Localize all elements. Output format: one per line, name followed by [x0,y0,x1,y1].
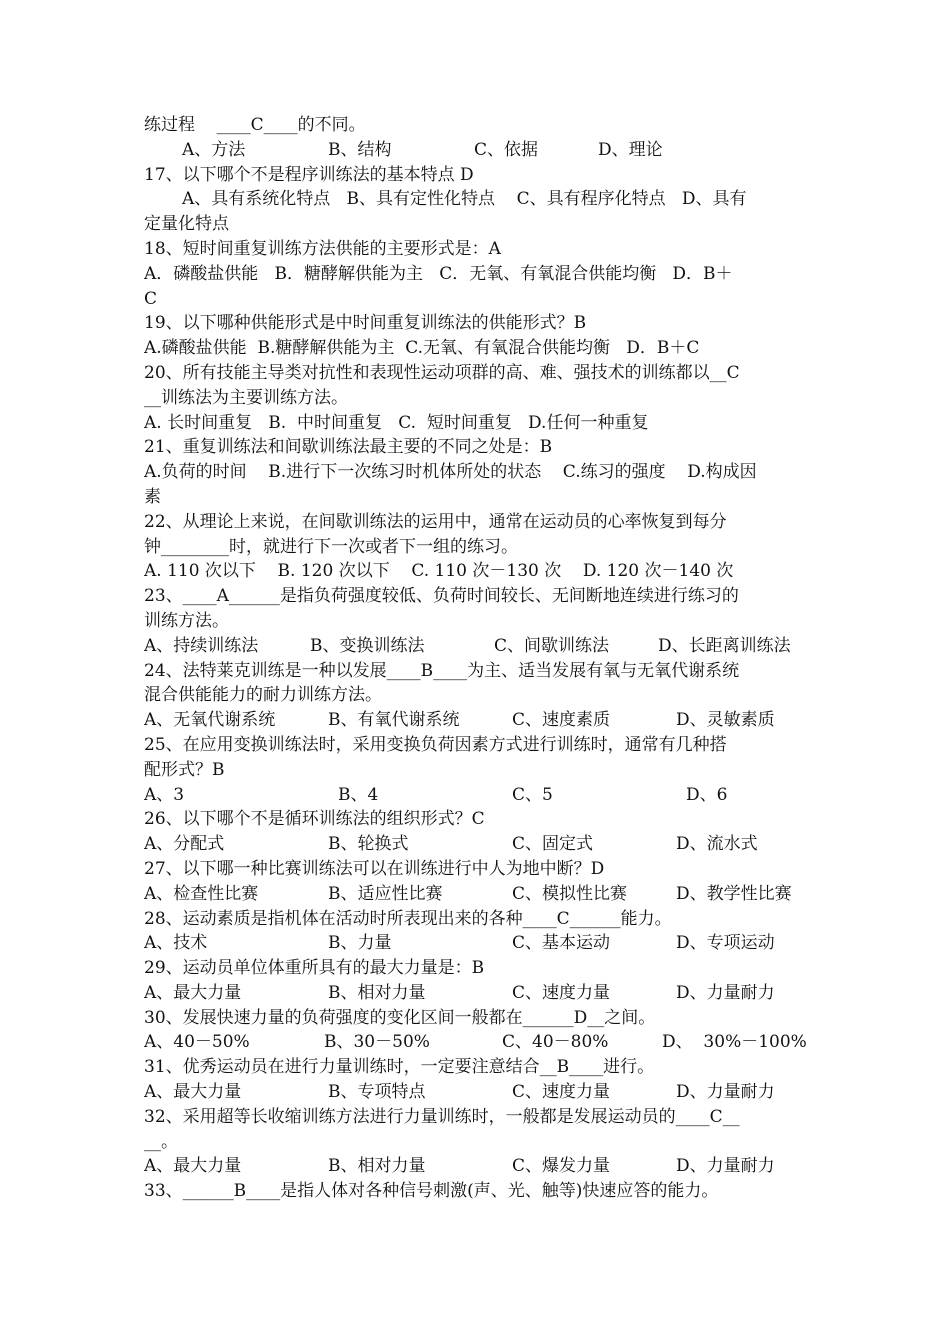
option-item: D、力量耐力 [676,982,775,1003]
question-stem: 28、运动素质是指机体在活动时所表现出来的各种____C______能力。 [144,908,672,929]
option-item: B、适应性比赛 [328,883,443,904]
text-line: 定量化特点 [144,214,229,235]
text-line: __训练法为主要训练方法。 [144,387,348,408]
question-stem: 30、发展快速力量的负荷强度的变化区间一般都在______D__之间。 [144,1007,656,1028]
option-row [144,931,810,956]
option-item: A、方法 [182,139,246,160]
option-row [144,882,810,907]
text-line: 混合供能能力的耐力训练方法。 [144,685,382,706]
document-page [144,113,810,1204]
text-line: 素 [144,486,161,507]
option-item: A、最大力量 [144,1156,242,1177]
text-line: 配形式？B [144,759,225,780]
option-item: B、轮换式 [328,834,409,855]
option-row [144,634,810,659]
option-item: B、30－50% [324,1032,430,1053]
text-line: 练过程 ____C____的不同。 [144,115,366,135]
option-item: D、6 [686,784,728,805]
question-stem: 17、以下哪个不是程序训练法的基本特点 D [144,164,474,185]
question-stem: 27、以下哪一种比赛训练法可以在训练进行中人为地中断？D [144,858,605,879]
text-line: 钟________时，就进行下一次或者下一组的练习。 [144,536,518,557]
option-row [144,981,810,1006]
option-item: C、速度力量 [512,982,611,1003]
text-line: A．磷酸盐供能 B．糖酵解供能为主 C．无氧、有氧混合供能均衡 D．B＋ [144,263,733,284]
option-item: A、3 [144,784,185,805]
option-item: B、相对力量 [328,1156,426,1177]
option-item: C、模拟性比赛 [512,883,628,904]
question-stem: 31、优秀运动员在进行力量训练时，一定要注意结合__B____进行。 [144,1057,655,1078]
option-row [144,138,810,163]
option-item: C、40－80% [502,1032,609,1053]
question-stem: 19、以下哪种供能形式是中时间重复训练法的供能形式？B [144,313,587,334]
option-item: D、力量耐力 [676,1156,775,1177]
text-line: C [144,288,158,309]
option-item: B、有氧代谢系统 [328,710,460,731]
option-item: C、速度力量 [512,1082,611,1103]
option-row [144,783,810,808]
option-item: D、流水式 [676,834,758,855]
question-stem: 21、重复训练法和间歇训练法最主要的不同之处是：B [144,437,553,458]
option-item: C、固定式 [512,834,594,855]
option-item: B、4 [338,784,379,805]
option-item: B、相对力量 [328,982,426,1003]
question-stem: 23、____A______是指负荷强度较低、负荷时间较长、无间断地连续进行练习的 [144,586,739,607]
option-item: C、5 [512,784,553,805]
text-line: A.负荷的时间 B.进行下一次练习时机体所处的状态 C.练习的强度 D.构成因 [144,462,757,483]
option-item: D、理论 [598,139,663,160]
text-line: __。 [144,1131,178,1152]
option-item: B、变换训练法 [310,635,425,656]
option-item: C、间歇训练法 [494,635,610,656]
option-item: C、速度素质 [512,710,611,731]
question-stem: 24、法特莱克训练是一种以发展____B____为主、适当发展有氧与无氧代谢系统 [144,660,740,681]
option-item: A、最大力量 [144,982,242,1003]
question-stem: 29、运动员单位体重所具有的最大力量是：B [144,958,485,979]
option-row [144,708,810,733]
question-stem: 25、在应用变换训练法时，采用变换负荷因素方式进行训练时，通常有几种搭 [144,734,727,755]
question-stem: 20、所有技能主导类对抗性和表现性运动项群的高、难、强技术的训练都以__C [144,362,740,383]
option-item: A、技术 [144,933,208,954]
option-item: C、基本运动 [512,933,611,954]
option-item: B、专项特点 [328,1082,426,1103]
option-item: A、分配式 [144,834,225,855]
question-stem: 22、从理论上来说，在间歇训练法的运用中，通常在运动员的心率恢复到每分 [144,511,727,532]
option-row [144,1080,810,1105]
option-row [144,832,810,857]
option-item: C、爆发力量 [512,1156,611,1177]
text-line: A. 110 次以下 B. 120 次以下 C. 110 次－130 次 D. 120 次－140 次 [144,561,734,582]
option-item: A、持续训练法 [144,635,259,656]
question-stem: 26、以下哪个不是循环训练法的组织形式？C [144,809,485,830]
option-item: A、最大力量 [144,1082,242,1103]
question-stem: 32、采用超等长收缩训练方法进行力量训练时，一般都是发展运动员的____C__ [144,1106,740,1127]
option-item: A、40－50% [144,1032,250,1053]
option-item: D、灵敏素质 [676,710,775,731]
option-item: D、 30%－100% [662,1032,807,1053]
option-item: D、长距离训练法 [658,635,791,656]
option-row [144,1154,810,1179]
option-item: B、力量 [328,933,392,954]
option-item: A、检查性比赛 [144,883,259,904]
option-item: B、结构 [328,139,392,160]
text-line: A、具有系统化特点 B、具有定性化特点 C、具有程序化特点 D、具有 [182,189,747,210]
option-item: A、无氧代谢系统 [144,710,276,731]
option-item: D、教学性比赛 [676,883,792,904]
option-item: C、依据 [474,139,539,160]
text-line: A.磷酸盐供能 B.糖酵解供能为主 C.无氧、有氧混合供能均衡 D．B＋C [144,338,700,359]
option-item: D、专项运动 [676,933,775,954]
option-row [144,1030,810,1055]
text-line: 训练方法。 [144,610,229,631]
question-stem: 33、______B____是指人体对各种信号刺激(声、光、触等)快速应答的能力。 [144,1181,719,1202]
text-line: A. 长时间重复 B. 中时间重复 C. 短时间重复 D.任何一种重复 [144,412,649,433]
option-item: D、力量耐力 [676,1082,775,1103]
question-stem: 18、短时间重复训练方法供能的主要形式是：A [144,238,501,259]
